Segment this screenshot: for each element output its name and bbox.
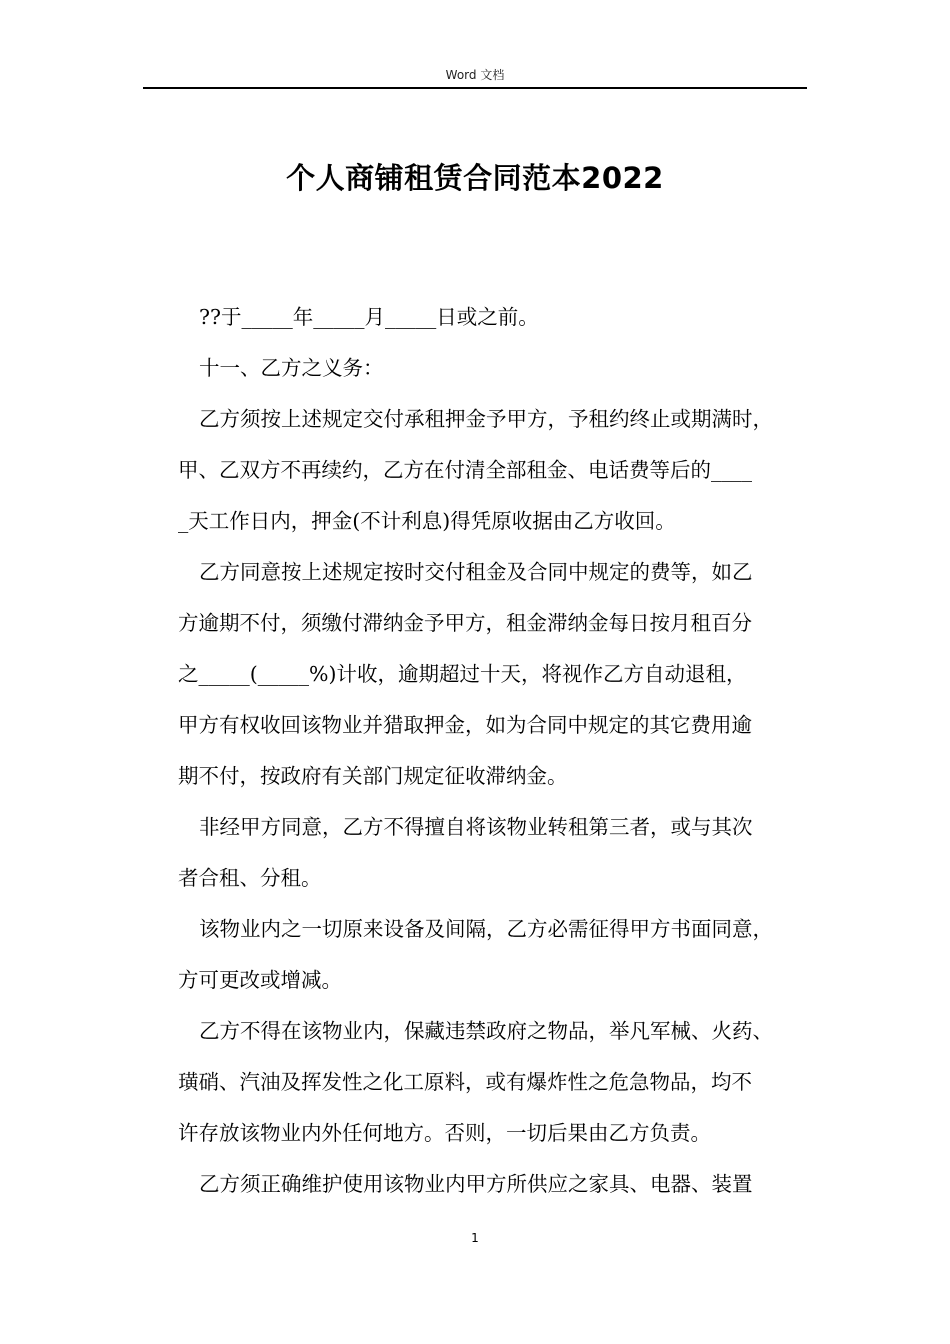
paragraph-line: 璜硝、汽油及挥发性之化工原料，或有爆炸性之危急物品，均不 xyxy=(178,1070,752,1094)
paragraph-line: 乙方须按上述规定交付承租押金予甲方，予租约终止或期满时， xyxy=(199,407,773,431)
paragraph-line: 非经甲方同意，乙方不得擅自将该物业转租第三者，或与其次 xyxy=(199,815,753,839)
paragraph-line: 乙方不得在该物业内，保藏违禁政府之物品，举凡军械、火药、 xyxy=(199,1019,773,1043)
paragraph-line: 期不付，按政府有关部门规定征收滞纳金。 xyxy=(178,764,568,788)
paragraph-line: ??于_____年_____月_____日或之前。 xyxy=(199,305,539,329)
paragraph-line: 之_____(_____%)计收，逾期超过十天，将视作乙方自动退租， xyxy=(178,662,747,686)
paragraph-line: 许存放该物业内外任何地方。否则，一切后果由乙方负责。 xyxy=(178,1121,711,1145)
paragraph-line: 方逾期不付，须缴付滞纳金予甲方，租金滞纳金每日按月租百分 xyxy=(178,611,752,635)
header-divider xyxy=(143,87,807,89)
paragraph-line: 乙方同意按上述规定按时交付租金及合同中规定的费等，如乙 xyxy=(199,560,753,584)
page-header: Word 文档 xyxy=(445,68,505,82)
paragraph-line: 乙方须正确维护使用该物业内甲方所供应之家具、电器、装置 xyxy=(199,1172,753,1196)
paragraph-line: 甲方有权收回该物业并猎取押金，如为合同中规定的其它费用逾 xyxy=(178,713,752,737)
document-title: 个人商铺租赁合同范本2022 xyxy=(286,161,664,195)
paragraph-line: 该物业内之一切原来设备及间隔，乙方必需征得甲方书面同意， xyxy=(199,917,773,941)
page-number: 1 xyxy=(471,1231,479,1245)
document-body xyxy=(178,292,818,1210)
paragraph-line: _天工作日内，押金(不计利息)得凭原收据由乙方收回。 xyxy=(178,509,676,533)
paragraph-line: 者合租、分租。 xyxy=(178,866,322,890)
paragraph-line: 方可更改或增减。 xyxy=(178,968,342,992)
paragraph-line: 甲、乙双方不再续约，乙方在付清全部租金、电话费等后的____ xyxy=(178,458,752,482)
section-heading: 十一、乙方之义务： xyxy=(199,356,384,380)
